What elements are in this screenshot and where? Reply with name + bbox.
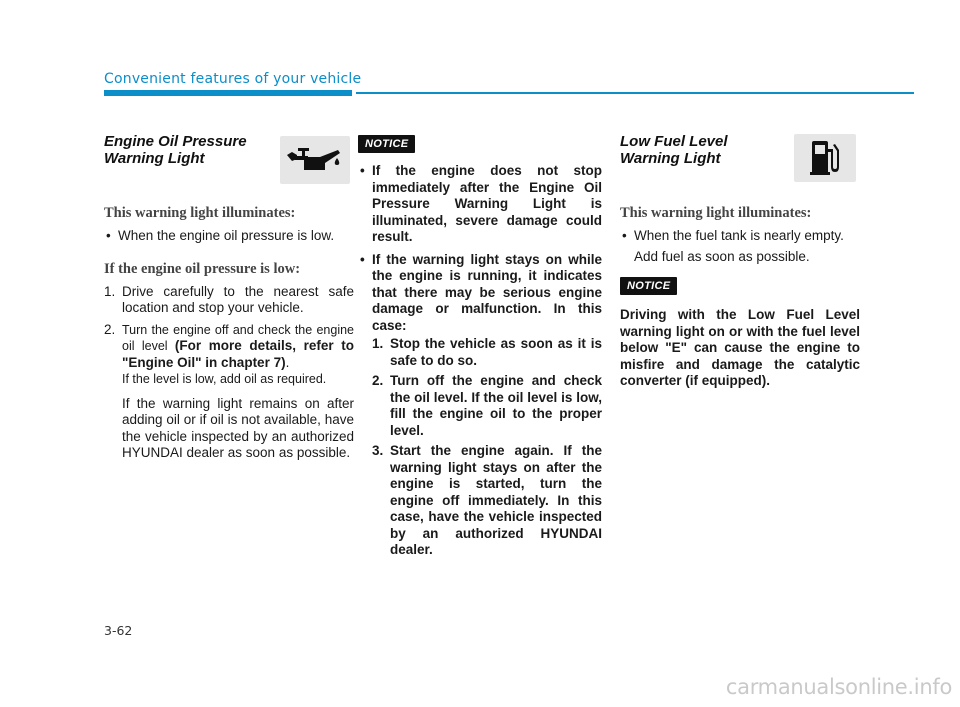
notice-fuel-text: Driving with the Low Fuel Level warning light on or with the fuel level below "E" can cause the engine to misfire and damage the catalytic converter (if equipped).: [620, 307, 860, 388]
fuel-icon-box: [794, 134, 856, 182]
oil-step-1-number: 1.: [104, 283, 116, 299]
page-number: 3-62: [104, 623, 133, 638]
fuel-illuminates-label: This warning light illuminates:: [620, 205, 812, 221]
notice-oil-step-3-number: 3.: [372, 443, 384, 458]
oil-pressure-section: [104, 130, 354, 462]
oil-step-2-text-a: Turn the engine off and check the engine oil level: [122, 322, 354, 353]
notice-oil-step-2-number: 2.: [372, 373, 384, 388]
notice-oil-step-3: [372, 443, 602, 559]
oil-icon-box: [280, 136, 350, 184]
notice-oil-step-2-text: Turn off the engine and check the oil level. If the oil level is low, fill the engine oil to the proper level.: [390, 373, 602, 438]
fuel-illuminates-bullet: • When the fuel tank is nearly empty.: [620, 228, 860, 245]
header-rule-thin: [356, 92, 914, 94]
header-rule-thick: [104, 90, 352, 96]
oil-heading-line2: Warning Light: [104, 150, 205, 167]
low-fuel-section: [620, 130, 860, 390]
oil-can-icon: [284, 143, 346, 177]
fuel-heading-line1: Low Fuel Level: [620, 133, 728, 150]
oil-step-2-text-c: .: [285, 354, 290, 370]
oil-step-1-text: Drive carefully to the nearest safe location and stop your vehicle.: [122, 283, 354, 315]
section-title: Convenient features of your vehicle: [104, 71, 362, 87]
oil-illuminates-label: This warning light illuminates:: [104, 205, 296, 221]
fuel-pump-icon: [808, 139, 842, 177]
oil-if-low-label: If the engine oil pressure is low:: [104, 260, 301, 277]
oil-step-2: [104, 322, 354, 462]
notice-oil-step-1-text: Stop the vehicle as soon as it is safe to do so.: [390, 336, 602, 368]
notice-oil-step-2: [372, 373, 602, 439]
oil-step-2-body: [122, 322, 354, 462]
oil-step-2-paragraph: [122, 322, 354, 372]
notice-badge: NOTICE: [358, 135, 415, 153]
notice-oil-section: [358, 130, 602, 559]
oil-step-2-reference: (For more details, refer to "Engine Oil" in chapter 7): [122, 338, 354, 370]
notice-oil-step-3-text: Start the engine again. If the warning light stays on after the engine is started, turn the engine off immediately. In this case, have the vehicle inspected by an authorized HYUNDAI dealer.: [390, 443, 602, 557]
notice-oil-step-1-number: 1.: [372, 336, 384, 351]
fuel-heading-line2: Warning Light: [620, 150, 721, 167]
oil-step-2-add-oil: If the level is low, add oil as required.: [122, 372, 327, 386]
notice-oil-bullet-2: • If the warning light stays on while the engine is running, it indicates that there may be serious engine damage or malfunction. In this case:: [358, 252, 602, 335]
oil-heading-line1: Engine Oil Pressure: [104, 133, 247, 150]
oil-step-1: [104, 284, 354, 317]
fuel-add-fuel: Add fuel as soon as possible.: [634, 248, 810, 264]
notice-badge: NOTICE: [620, 277, 677, 295]
oil-illuminates-bullet: • When the engine oil pressure is low.: [104, 228, 354, 245]
notice-oil-steps: [358, 336, 602, 559]
oil-step-2-number: 2.: [104, 321, 116, 337]
notice-oil-step-1: [372, 336, 602, 369]
oil-step-2-remains-on: If the warning light remains on after adding oil or if oil is not available, have the vehicle inspected by an authorized HYUNDAI dealer as soon as possible.: [122, 395, 354, 460]
watermark: carmanualsonline.info: [725, 675, 952, 699]
notice-oil-bullet-1: • If the engine does not stop immediately after the Engine Oil Pressure Warning Light is illuminated, severe damage could result.: [358, 163, 602, 246]
